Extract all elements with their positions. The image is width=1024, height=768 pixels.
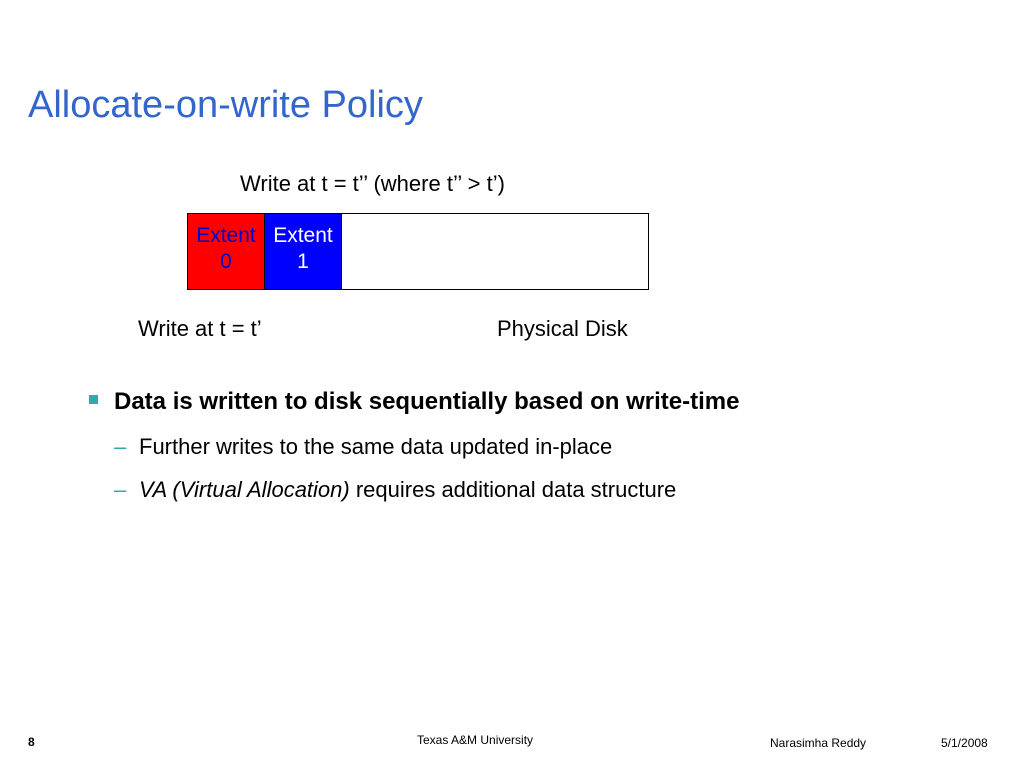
sub-bullet-2-rest: requires additional data structure — [349, 477, 677, 502]
slide-title: Allocate-on-write Policy — [28, 84, 423, 126]
footer-date: 5/1/2008 — [941, 736, 988, 750]
footer-author: Narasimha Reddy — [770, 736, 867, 750]
right-caption: Physical Disk — [497, 316, 628, 341]
sub-bullet-1: Further writes to the same data updated in-place — [139, 434, 613, 459]
extent-1 — [265, 214, 342, 289]
extent-0-label: Extent — [196, 223, 256, 247]
page-number: 8 — [28, 735, 35, 749]
top-caption: Write at t = t’’ (where t’’ > t’) — [240, 171, 505, 196]
sub-bullet-2-italic: VA (Virtual Allocation) — [139, 477, 350, 502]
extent-1-label: Extent — [273, 223, 333, 247]
main-bullet: Data is written to disk sequentially based on write-time — [114, 388, 740, 415]
physical-disk — [187, 213, 649, 290]
bullet-square-icon — [89, 395, 98, 404]
extent-0-number: 0 — [220, 249, 232, 273]
dash-icon: – — [114, 477, 127, 502]
footer-organization: Texas A&M University — [417, 733, 534, 747]
dash-icon: – — [114, 434, 127, 459]
extent-1-number: 1 — [297, 249, 309, 273]
extent-0 — [188, 214, 265, 289]
left-caption: Write at t = t’ — [138, 316, 262, 341]
sub-bullet-2 — [139, 477, 676, 503]
